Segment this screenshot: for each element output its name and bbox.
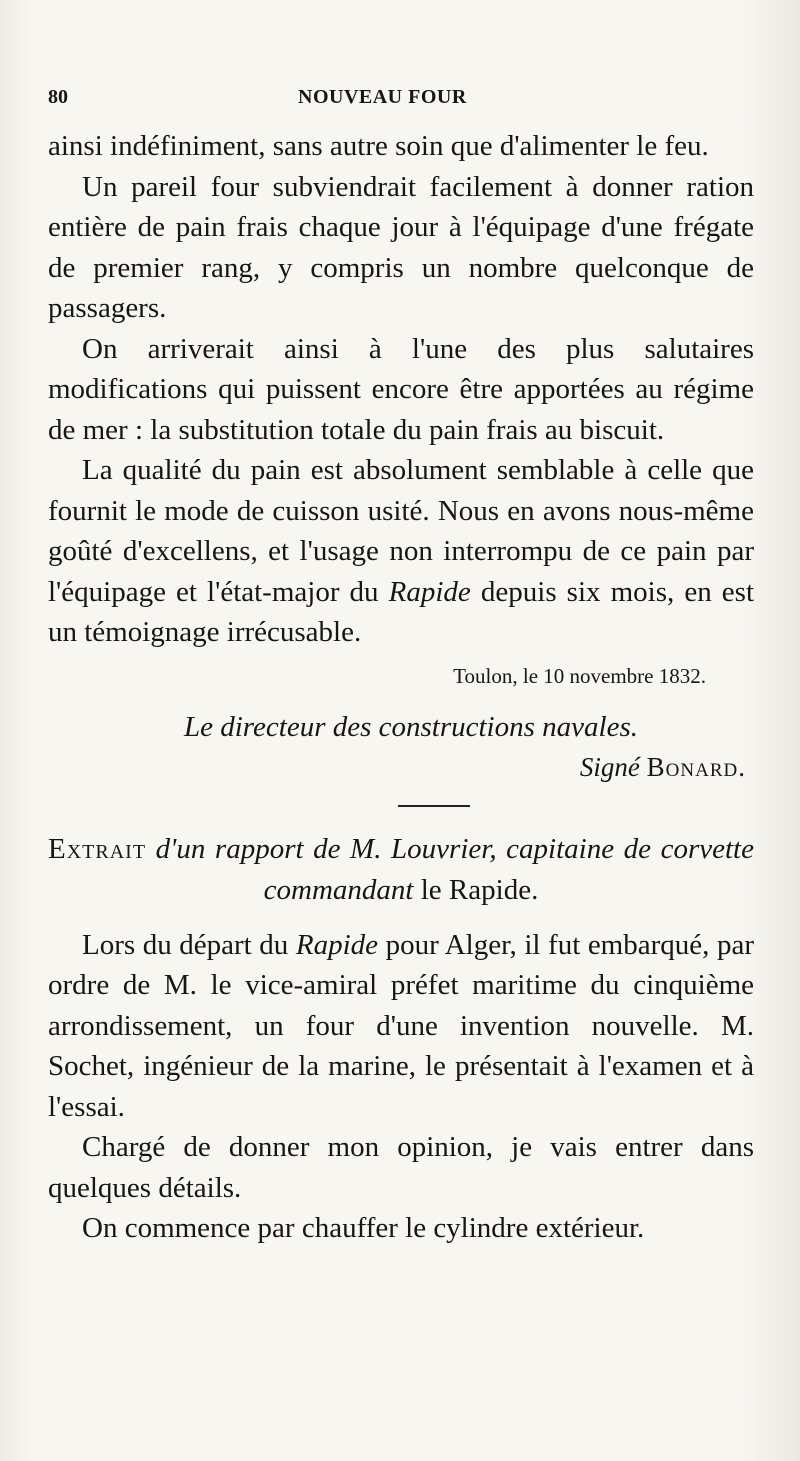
- director-title: Le directeur des constructions navales.: [184, 710, 638, 743]
- text-run: pour Alger, il fut embarqué, par ordre de M. le vice-amiral préfet maritime du cinquième arrondissement, un four d'une invention nouvelle. M. Sochet, ingénieur de la marine, le présentait à l'examen et à l'essai.: [48, 928, 754, 1123]
- signature-signe: Signé: [579, 751, 640, 782]
- text-block-2: [48, 925, 754, 1249]
- signature: [48, 747, 746, 787]
- ship-name: Rapide: [295, 928, 379, 961]
- ship-name: Rapide: [388, 575, 471, 608]
- extract-italic: d'un rapport de M. Louvrier, capitaine de corvette commandant: [146, 832, 754, 906]
- paragraph-four-capacity: Un pareil four subviendrait facilement à donner ration entière de pain frais chaque jour à l'équipage d'une frégate de premier rang, y compris un nombre quelconque de passagers.: [48, 170, 754, 324]
- paragraph-opinion: Chargé de donner mon opinion, je vais entrer dans quelques détails.: [48, 1131, 754, 1204]
- page-number: 80: [48, 86, 68, 108]
- text-run: La qualité du pain est absolument semblable à celle que fournit le mode de cuisson usité. Nous en avons nous-même goûté d'excellens, et l'usage non interrompu de ce pain par l'équipage et l'état-major du: [48, 454, 754, 608]
- paragraph-departure: [48, 925, 754, 1128]
- paragraph-bread-quality: [48, 450, 754, 653]
- extract-ship: le Rapide.: [413, 873, 539, 906]
- extract-heading: [48, 829, 754, 911]
- text-block-1: [48, 126, 754, 653]
- paragraph-heating: On commence par chauffer le cylindre extérieur.: [82, 1212, 645, 1244]
- page-header: [48, 86, 754, 126]
- place-date: Toulon, le 10 novembre 1832.: [453, 663, 706, 688]
- running-title: NOUVEAU FOUR: [298, 86, 467, 108]
- extract-word: Extrait: [48, 832, 147, 865]
- paragraph-bread-substitution: On arriverait ainsi à l'une des plus salutaires modifications qui puissent encore être apportées au régime de mer : la substitution totale du pain frais au biscuit.: [48, 332, 754, 446]
- signature-name: Bonard.: [646, 751, 746, 782]
- paragraph-continuation: ainsi indéfiniment, sans autre soin que d'alimenter le feu.: [48, 130, 709, 162]
- section-divider: [398, 805, 470, 807]
- text-run: Lors du départ du: [82, 928, 296, 961]
- text-run: depuis six mois, en est un témoignage irrécusable.: [48, 575, 755, 648]
